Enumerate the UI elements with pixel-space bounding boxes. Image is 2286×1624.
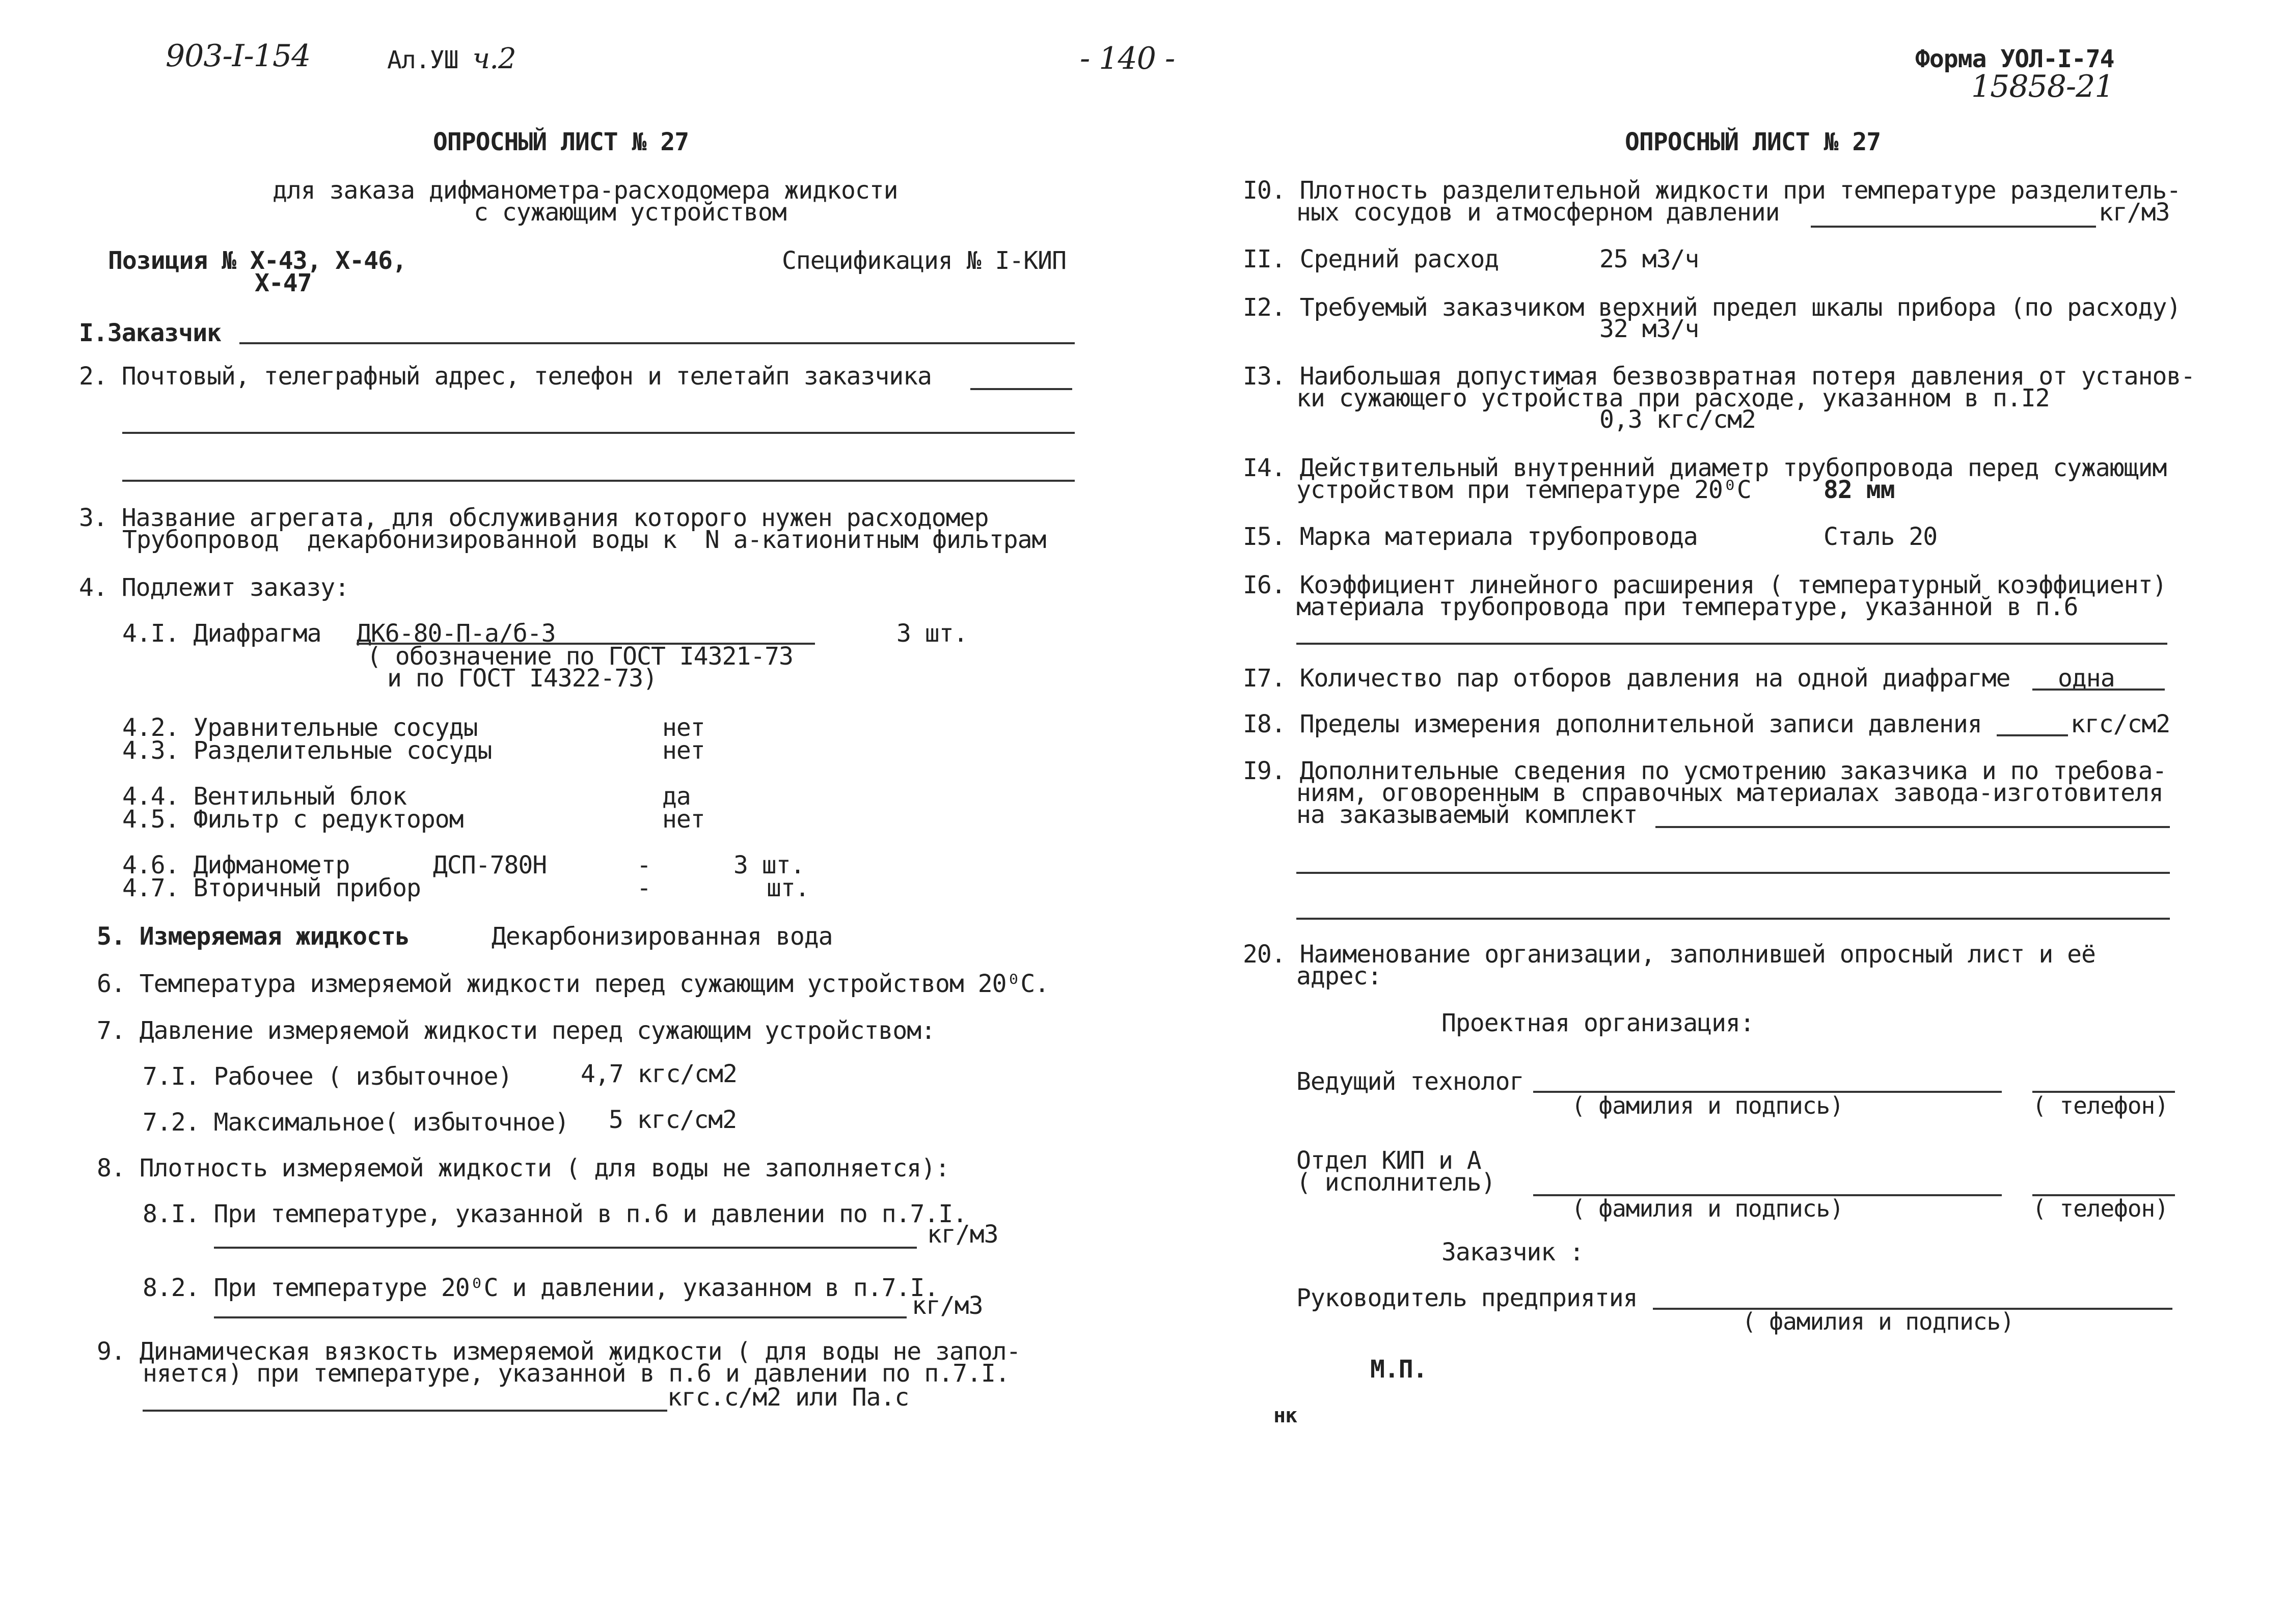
item-4-1-label: 4.I. Диафрагма — [122, 619, 321, 648]
left-subtitle-2: с сужающим устройством — [474, 198, 786, 227]
item-4-6-qty: 3 шт. — [733, 851, 805, 879]
item-10-line-1: I0. Плотность разделительной жидкости при температуре разделитель- — [1243, 176, 2181, 205]
item-16-field[interactable] — [1296, 643, 2167, 645]
album-printed: Ал.УШ — [387, 46, 458, 74]
item-8-1-unit: кг/м3 — [927, 1220, 998, 1249]
item-4-3-value: нет — [662, 736, 705, 765]
item-4-7-qty: шт. — [767, 874, 809, 902]
item-3-line-2: Трубопровод декарбонизированной воды к N а-катионитным фильтрам — [122, 526, 1046, 554]
enterprise-head-label: Руководитель предприятия — [1296, 1284, 1638, 1312]
item-7-2-value: 5 кгс/см2 — [609, 1106, 737, 1134]
doc-code-printed: 903-I- — [166, 38, 254, 74]
item-10-field[interactable] — [1811, 226, 2096, 228]
item-2-field-3[interactable] — [122, 480, 1075, 482]
item-4-2-value: нет — [662, 713, 705, 742]
item-4-2-label: 4.2. Уравнительные сосуды — [122, 713, 478, 742]
kip-signature-caption: ( фамилия и подпись) — [1571, 1195, 1843, 1222]
item-2-field-2[interactable] — [122, 432, 1075, 434]
item-18-label: I8. Пределы измерения дополнительной записи давления — [1243, 710, 1982, 738]
item-7: 7. Давление измеряемой жидкости перед сужающим устройством: — [97, 1016, 936, 1045]
form-code: Форма УОЛ-I-74 — [1915, 45, 2114, 73]
item-1-field[interactable] — [239, 342, 1075, 344]
item-4-6-model: ДСП-780Н — [433, 851, 547, 879]
item-7-1-label: 7.I. Рабочее ( избыточное) — [143, 1062, 512, 1091]
item-4-6-label: 4.6. Дифманометр — [122, 851, 350, 879]
enterprise-head-signature-caption: ( фамилия и подпись) — [1742, 1308, 2014, 1335]
kip-dept-label: Отдел КИП и А — [1296, 1146, 1481, 1175]
item-4-7-label: 4.7. Вторичный прибор — [122, 874, 421, 902]
item-8-1-field[interactable] — [214, 1247, 917, 1249]
item-4-3-label: 4.3. Разделительные сосуды — [122, 736, 492, 765]
item-9-line-2: няется) при температуре, указанной в п.6 и давлении по п.7.I. — [143, 1359, 1010, 1388]
album-label — [387, 42, 516, 75]
item-13-line-1: I3. Наибольшая допустимая безвозвратная потеря давления от установ- — [1243, 362, 2195, 391]
stamp-place-label: М.П. — [1370, 1355, 1427, 1384]
item-8: 8. Плотность измеряемой жидкости ( для воды не заполняется): — [97, 1154, 949, 1182]
item-4-1-note-1: ( обозначение по ГОСТ I4321-73 — [367, 642, 793, 671]
kip-executor-label: ( исполнитель) — [1296, 1168, 1495, 1197]
item-12-value: 32 м3/ч — [1599, 315, 1699, 343]
item-18-unit: кгс/см2 — [2071, 710, 2170, 738]
item-4-label: 4. Подлежит заказу: — [79, 573, 349, 602]
item-12-line-1: I2. Требуемый заказчиком верхний предел шкалы прибора (по расходу) — [1243, 293, 2181, 322]
form-handwritten-number: 15858-21 — [1971, 69, 2114, 104]
item-15-label: I5. Марка материала трубопровода — [1243, 522, 1698, 551]
item-14-line-1: I4. Действительный внутренний диаметр трубопровода перед сужающим — [1243, 454, 2167, 482]
item-19-field-3[interactable] — [1296, 918, 2170, 920]
item-4-5-value: нет — [662, 805, 705, 834]
left-title: ОПРОСНЫЙ ЛИСТ № 27 — [433, 128, 689, 156]
item-2-field-1[interactable] — [970, 388, 1072, 390]
item-5-label: 5. Измеряемая жидкость — [97, 922, 410, 951]
item-20-line-2: адрес: — [1296, 962, 1382, 990]
item-1-label: I.Заказчик — [79, 319, 221, 347]
initials-mark: нк — [1273, 1404, 1297, 1427]
item-7-1-value: 4,7 кгс/см2 — [581, 1060, 737, 1088]
page-number: - 140 - — [1080, 41, 1175, 76]
item-4-4-value: да — [662, 782, 691, 811]
lead-technologist-label: Ведущий технолог — [1296, 1067, 1524, 1096]
item-5-value: Декарбонизированная вода — [492, 922, 833, 951]
item-11-value: 25 м3/ч — [1599, 245, 1699, 273]
item-8-2-unit: кг/м3 — [912, 1291, 983, 1320]
item-14-value: 82 мм — [1824, 476, 1895, 504]
item-17-value: одна — [2058, 664, 2115, 693]
item-9-unit: кгс.с/м2 или Па.с — [667, 1383, 909, 1412]
item-19-field-1[interactable] — [1655, 826, 2170, 828]
item-19-line-2: ниям, оговоренным в справочных материалах завода-изготовителя — [1296, 779, 2163, 807]
album-handwritten: ч.2 — [472, 42, 516, 75]
lead-technologist-signature-caption: ( фамилия и подпись) — [1571, 1092, 1843, 1119]
item-9-line-1: 9. Динамическая вязкость измеряемой жидкости ( для воды не запол- — [97, 1337, 1021, 1366]
item-19-line-3: на заказываемый комплект — [1296, 801, 1638, 829]
item-4-7-dash: - — [637, 874, 651, 902]
kip-phone-caption: ( телефон) — [2032, 1195, 2168, 1222]
item-19-line-1: I9. Дополнительные сведения по усмотрению заказчика и по требова- — [1243, 757, 2167, 785]
item-4-4-label: 4.4. Вентильный блок — [122, 782, 406, 811]
design-org-label: Проектная организация: — [1441, 1009, 1754, 1037]
position-line-2: Х-47 — [255, 269, 312, 297]
item-17-label: I7. Количество пар отборов давления на одной диафрагме — [1243, 664, 2010, 693]
item-10-unit: кг/м3 — [2099, 198, 2170, 227]
item-18-field[interactable] — [1997, 734, 2068, 736]
position-line-1: Позиция № Х-43, Х-46, — [108, 246, 406, 275]
item-3-line-1: 3. Название агрегата, для обслуживания которого нужен расходомер — [79, 504, 989, 532]
item-4-6-dash: - — [637, 851, 651, 879]
specification: Спецификация № I-КИП — [782, 246, 1066, 275]
item-16-line-2: материала трубопровода при температуре, указанной в п.6 — [1296, 593, 2078, 621]
item-16-line-1: I6. Коэффициент линейного расширения ( температурный коэффициент) — [1243, 571, 2167, 599]
doc-code — [166, 38, 311, 74]
item-20-line-1: 20. Наименование организации, заполнившей опросный лист и её — [1243, 940, 2096, 969]
item-14-line-2: устройством при температуре 20⁰С — [1296, 476, 1751, 504]
lead-technologist-phone-caption: ( телефон) — [2032, 1092, 2168, 1119]
item-4-5-label: 4.5. Фильтр с редуктором — [122, 805, 464, 834]
item-9-field[interactable] — [143, 1410, 667, 1412]
item-4-1-value: ДК6-80-П-а/б-3 — [357, 619, 556, 648]
item-8-2-label: 8.2. При температуре 20⁰С и давлении, указанном в п.7.I. — [143, 1274, 939, 1302]
item-4-1-qty: 3 шт. — [896, 619, 968, 648]
item-13-line-2: ки сужающего устройства при расходе, указанном в п.I2 — [1296, 384, 2050, 412]
item-7-2-label: 7.2. Максимальное( избыточное) — [143, 1108, 569, 1137]
item-19-field-2[interactable] — [1296, 872, 2170, 874]
item-2-label: 2. Почтовый, телеграфный адрес, телефон и телетайп заказчика — [79, 362, 932, 391]
right-title: ОПРОСНЫЙ ЛИСТ № 27 — [1625, 128, 1881, 156]
item-17-underline — [2032, 689, 2165, 691]
item-11-label: II. Средний расход — [1243, 245, 1499, 273]
item-10-line-2: ных сосудов и атмосферном давлении — [1296, 198, 1780, 227]
item-4-1-note-2: и по ГОСТ I4322-73) — [387, 664, 658, 693]
item-6: 6. Температура измеряемой жидкости перед сужающим устройством 20⁰С. — [97, 970, 1049, 998]
item-8-1-label: 8.I. При температуре, указанной в п.6 и давлении по п.7.I. — [143, 1200, 967, 1228]
item-8-2-field[interactable] — [214, 1316, 907, 1318]
item-15-value: Сталь 20 — [1824, 522, 1938, 551]
item-13-value: 0,3 кгс/см2 — [1599, 405, 1756, 434]
customer-label: Заказчик : — [1441, 1238, 1584, 1267]
left-subtitle-1: для заказа дифманометра-расходомера жидкости — [273, 176, 898, 205]
doc-code-handwritten: 154 — [253, 38, 311, 74]
